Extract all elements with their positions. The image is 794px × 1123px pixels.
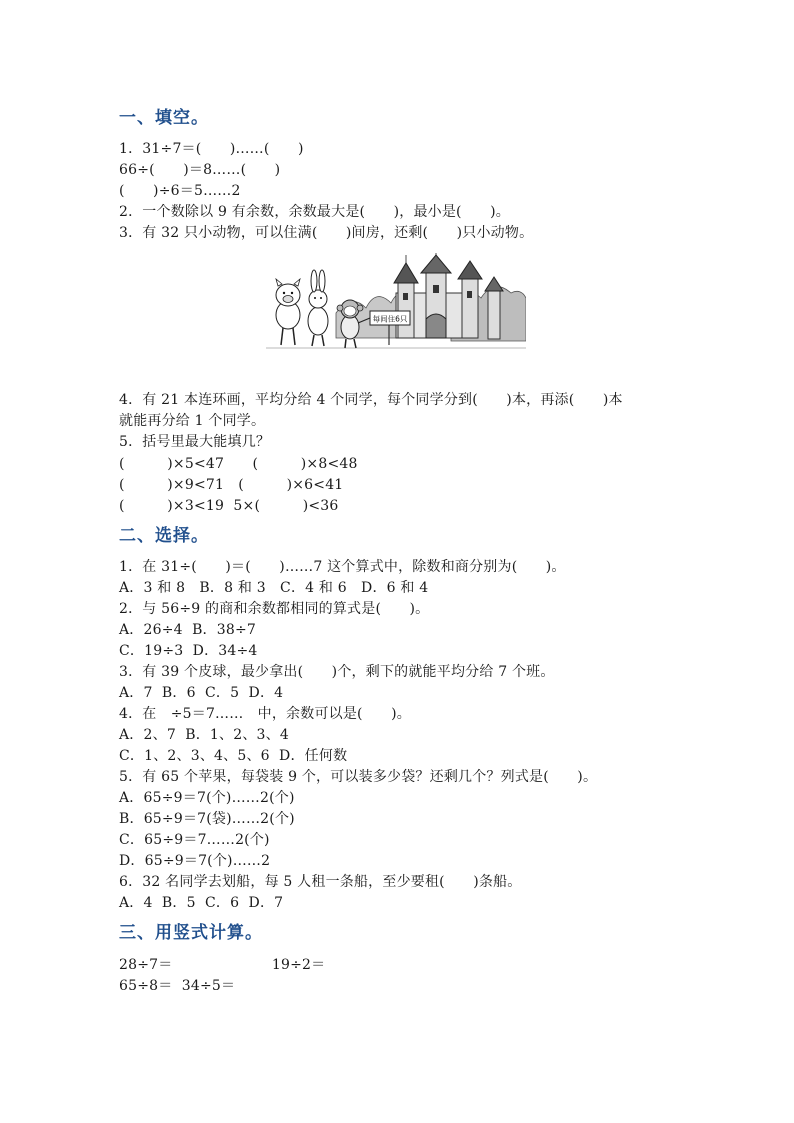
question-line: 5．括号里最大能填几？ [119,434,271,450]
animals-castle-illustration [266,253,526,358]
calc-line: 28÷7＝ 19÷2＝ [119,957,326,973]
answer-options: A．65÷9＝7(个)……2(个) [119,790,295,806]
section-heading-vertical-calc: 三、用竖式计算。 [119,923,263,943]
question-line: 2．与 56÷9 的商和余数都相同的算式是( )。 [119,601,430,617]
question-line: ( )×9<71 ( )×6<41 [119,477,344,493]
question-line: 4．有 21 本连环画，平均分给 4 个同学，每个同学分到( )本，再添( )本 [119,392,623,408]
sign-text: 每间住6只 [372,314,408,324]
question-line: ( )÷6＝5……2 [119,183,241,199]
answer-options: A．26÷4 B．38÷7 [119,622,257,638]
answer-options: D．65÷9＝7(个)……2 [119,853,271,869]
question-line: ( )×5<47 ( )×8<48 [119,456,358,472]
answer-options: A．7 B．6 C．5 D．4 [119,685,284,701]
calc-line: 65÷8＝ 34÷5＝ [119,978,236,994]
section-heading-choice: 二、选择。 [119,526,209,546]
question-line: 1．31÷7＝( )……( ) [119,141,304,157]
answer-options: C．65÷9＝7……2(个) [119,832,270,848]
question-line: 2．一个数除以 9 有余数，余数最大是( )，最小是( )。 [119,204,510,220]
answer-options: B．65÷9＝7(袋)……2(个) [119,811,295,827]
question-line: 3．有 32 只小动物，可以住满( )间房，还剩( )只小动物。 [119,225,534,241]
answer-options: A．2、7 B．1、2、3、4 [119,727,289,743]
answer-options: A．3 和 8 B．8 和 3 C．4 和 6 D．6 和 4 [119,580,429,596]
question-line: ( )×3<19 5×( )<36 [119,498,339,514]
question-line: 3．有 39 个皮球，最少拿出( )个，剩下的就能平均分给 7 个班。 [119,664,555,680]
section-heading-fill-blank: 一、填空。 [119,108,209,128]
question-line: 66÷( )＝8……( ) [119,162,281,178]
answer-options: C．1、2、3、4、5、6 D．任何数 [119,748,348,764]
question-line: 1．在 31÷( )＝( )……7 这个算式中，除数和商分别为( )。 [119,559,566,575]
question-line: 6．32 名同学去划船，每 5 人租一条船，至少要租( )条船。 [119,874,522,890]
question-line: 4．在 ÷5＝7…… 中，余数可以是( )。 [119,706,411,722]
question-line: 5．有 65 个苹果，每袋装 9 个，可以装多少袋？还剩几个？列式是( )。 [119,769,598,785]
question-line: 就能再分给 1 个同学。 [119,413,266,429]
answer-options: C．19÷3 D．34÷4 [119,643,258,659]
answer-options: A．4 B．5 C．6 D．7 [119,895,284,911]
